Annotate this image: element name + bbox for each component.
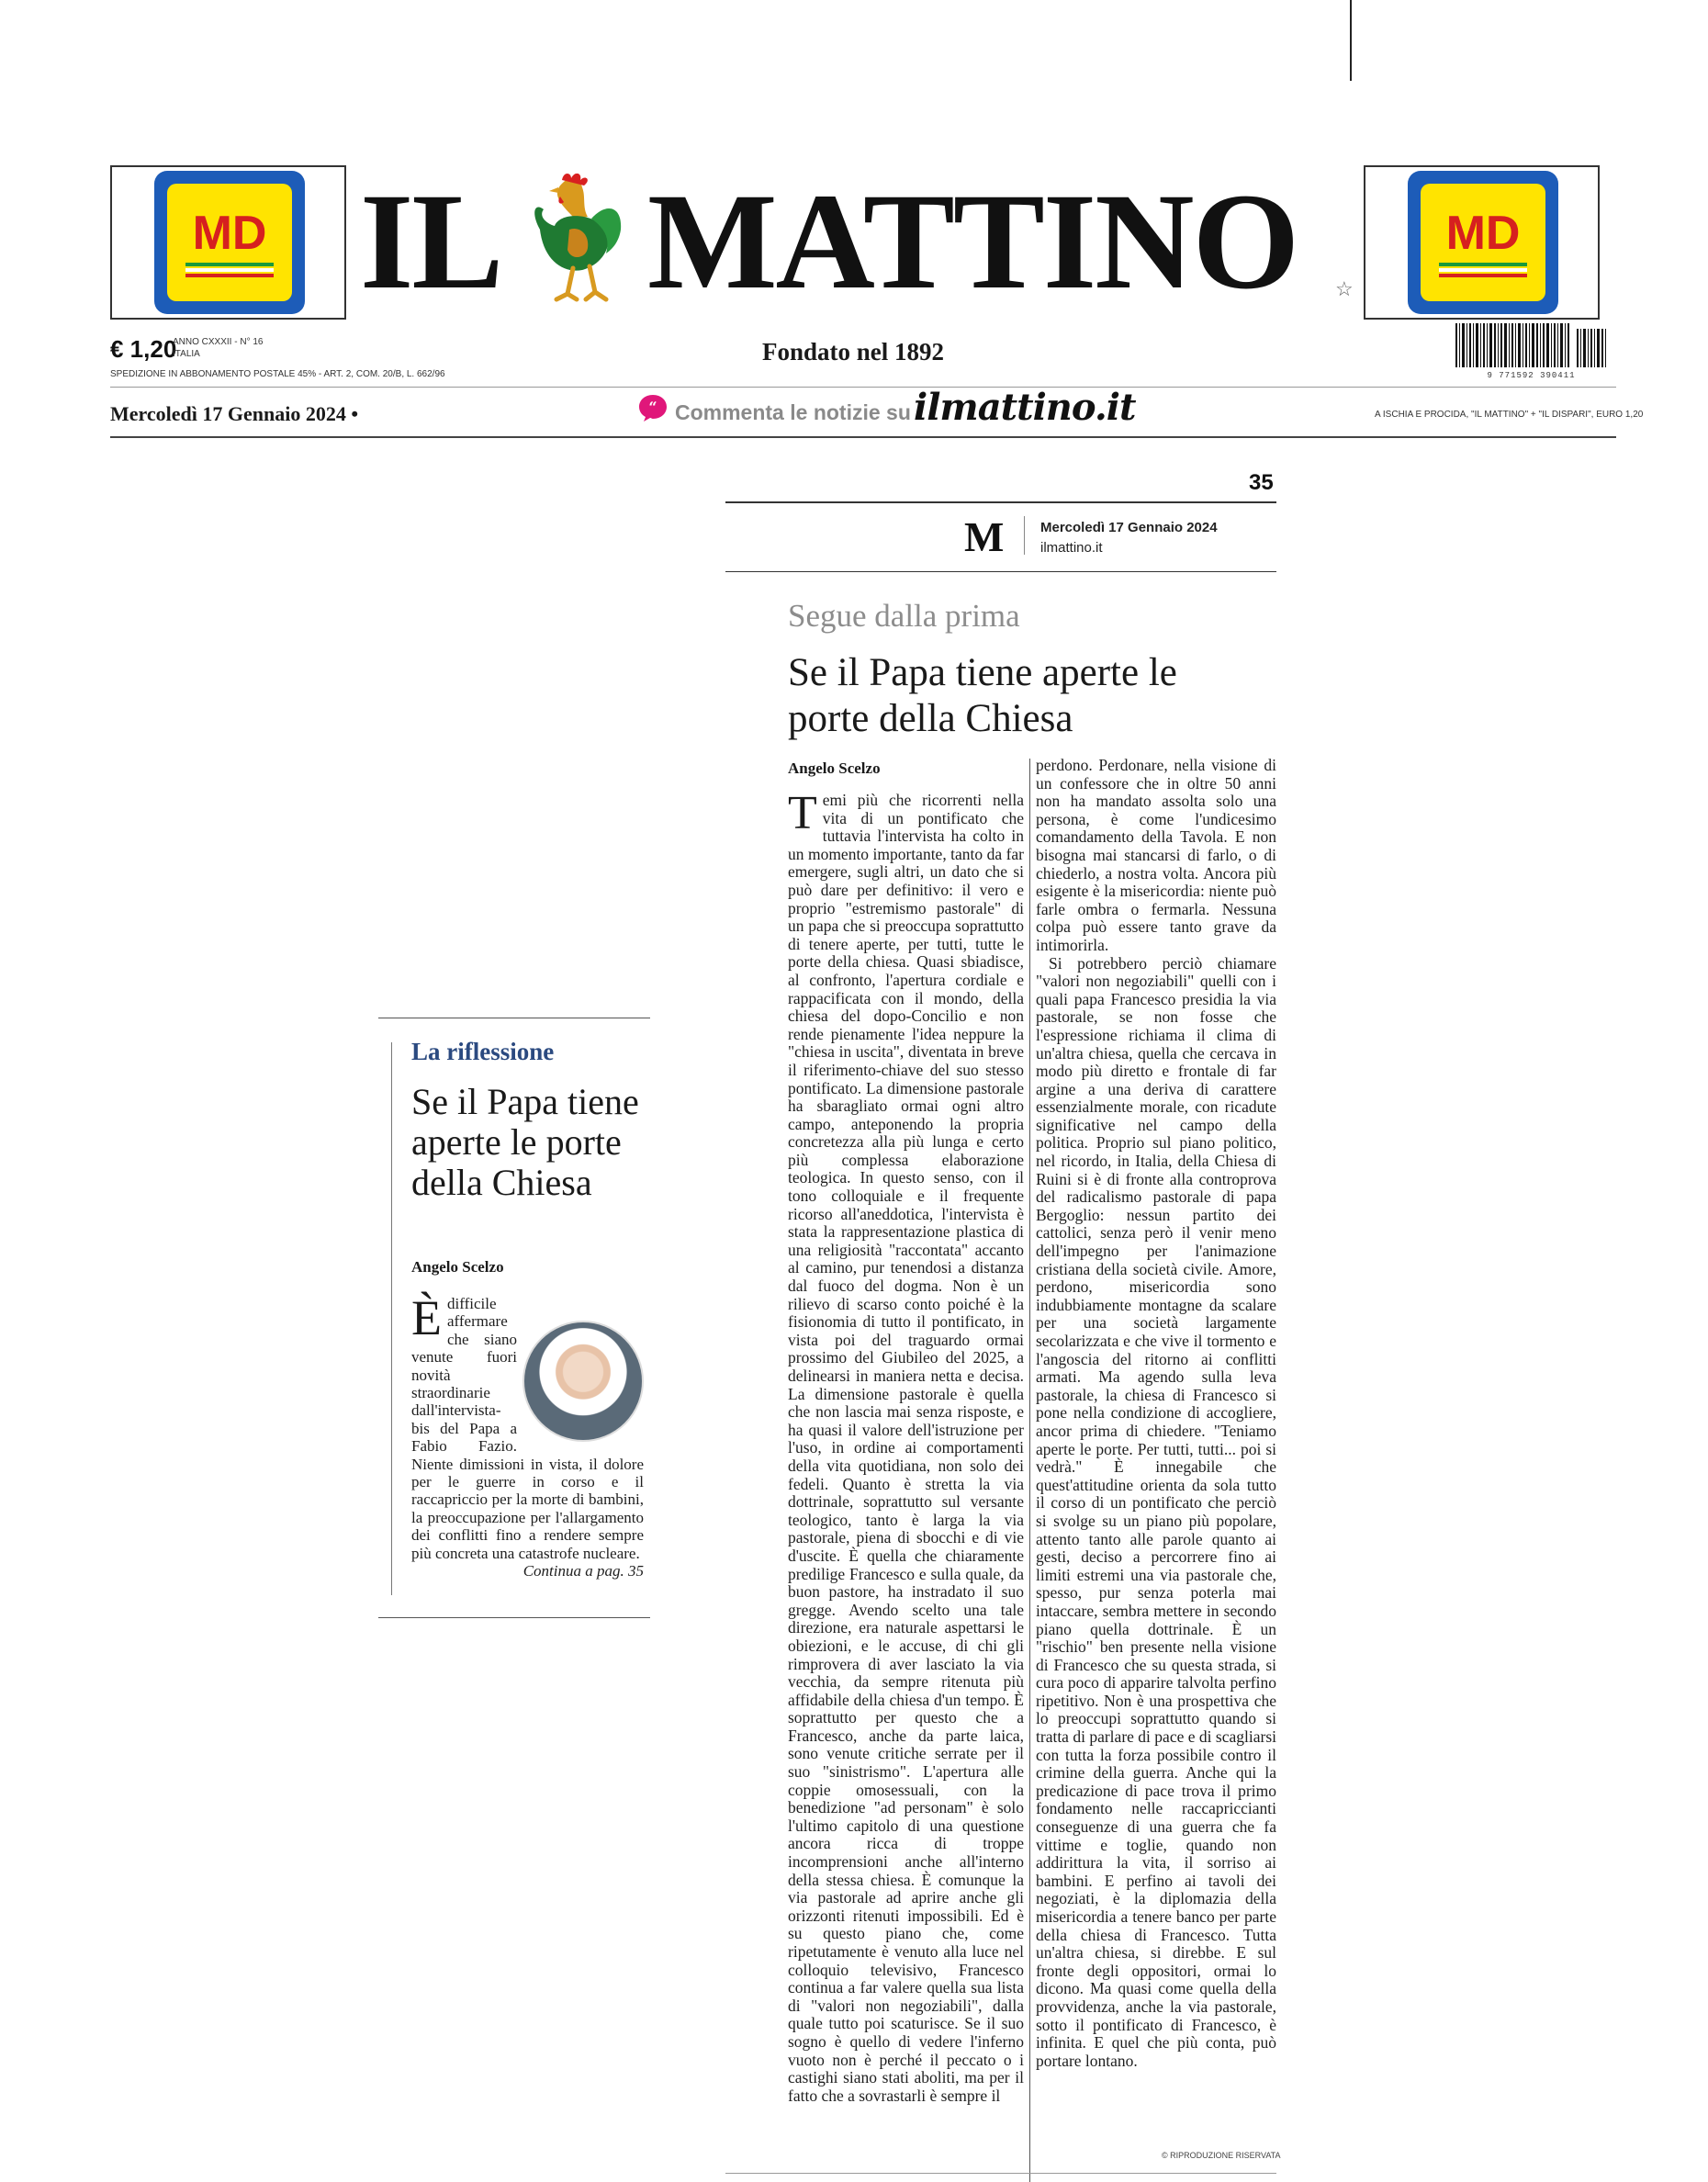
column-divider xyxy=(1029,759,1030,2182)
sidebar-text xyxy=(411,1290,644,1580)
divider xyxy=(725,571,1276,572)
continue-link[interactable]: Continua a pag. 35 xyxy=(523,1562,644,1580)
article-headline: Se il Papa tiene aperte le porte della Chiesa xyxy=(788,651,1177,740)
barcode-number: 9 771592 390411 xyxy=(1487,371,1576,380)
site-link[interactable]: ilmattino.it xyxy=(914,386,1136,429)
comment-prompt[interactable]: Commenta le notizie su xyxy=(675,400,911,424)
regional-price-note: A ISCHIA E PROCIDA, "IL MATTINO" + "IL DISPARI", EURO 1,20 xyxy=(1375,410,1644,420)
barcode-icon xyxy=(1455,323,1607,375)
divider xyxy=(725,2173,1276,2174)
comment-bubble-icon[interactable] xyxy=(637,393,669,422)
crop-mark xyxy=(1350,0,1352,81)
ad-box-left[interactable] xyxy=(110,165,346,320)
md-logo xyxy=(1408,171,1558,314)
copyright-note: © RIPRODUZIONE RISERVATA xyxy=(1162,2151,1281,2160)
article-text: emi più che ricorrenti nella vita di un pontificato che tuttavia l'intervista ha colto in un momento importante, tanto da far emergere, sugli altri, un dato che si può dare per definitivo: il vero e proprio "estremismo pastorale" di un papa che si preoccupa soprattutto di tenere aperte, per tutti, tutte le porte della chiesa. Quasi sbiadisce, al confronto, l'apertura cordiale e rappacificata con il mondo, della chiesa del dopo-Concilio e non rende pienamente l'idea neppure la "chiesa in uscita", diventata in breve il riferimento-chiave del suo stesso pontificato. La dimensione pastorale ha sbaragliato ormai ogni altro campo, anteponendo la propria concretezza alla più lunga e certo più complessa elaborazione teologica. In questo senso, con il tono colloquiale e il frequente ricorso all'aneddotica, l'intervista è stata la rappresentazione plastica di una religiosità "raccontata" accanto al camino, pur tenendosi a distanza dal fuoco del dogma. Non è un rilievo di scarso conto poiché è la fisionomia di tutto il pontificato, in vista poi del traguardo ormai prossimo del Giubileo del 2025, a delinearsi in maniera netta e decisa. La dimensione pastorale è quella che non lascia mai senza risposte, e ha quasi il valore dell'istruzione per l'uso, in ordine ai comportamenti della vita quotidiana, non solo dei fedeli. Quanto è stretta la via dottrinale, soprattutto sul versante teologico, tanto è larga la via pastorale, piena di sbocchi e di vie d'uscite. È quella che chiaramente predilige Francesco e sulla quale, da buon pastore, ha instradato il suo gregge. Avendo scelto una tale direzione, era naturale aspettarsi le obiezioni, e le accuse, di chi gli rimprovera di aver lasciato la via vecchia, da sempre ritenuta più affidabile della chiesa d'un tempo. È soprattutto per questo che a Francesco, anche da parte laica, sono venute critiche serrate per il suo "sinistrismo". L'apertura alle coppie omosessuali, con la benedizione "ad personam" è solo l'ultimo capitolo di una questione ancora ricca di troppe incomprensioni anche all'interno della stessa chiesa. È comunque la via pastorale ad aprire anche gli orizzonti ritenuti impossibili. Ed è su questo piano che, come ripetutamente è venuto alla luce nel colloquio televisivo, Francesco continua a far valere quella sua lista di "valori non negoziabili", dalla quale tutto poi scaturisce. Se il suo sogno è quello di vedere l'inferno vuoto non è perché il peccato o i castighi siano stati aboliti, ma per il fatto che a sovrastarli è sempre il xyxy=(788,792,1024,2105)
md-logo-text: MD xyxy=(1445,207,1521,260)
rooster-logo-icon xyxy=(503,165,650,312)
issue-country: ITALIA xyxy=(173,349,200,359)
divider xyxy=(725,501,1276,503)
issue-date: Mercoledì 17 Gennaio 2024 • xyxy=(110,402,359,425)
divider xyxy=(378,1617,650,1618)
pope-photo xyxy=(523,1321,644,1442)
article-paragraph: perdono. Perdonare, nella visione di un confessore che in oltre 50 anni non ha mandato assolta solo una persona, è come l'undicesimo comandamento della Tavola. E non bisogna mai stancarsi di farlo, o di chiederlo, a nostra volta. Ancora più esigente è la misericordia: niente può farle ombra o fermarla. Nessuna colpa può essere tanto grave da intimorirla. xyxy=(1036,757,1276,954)
drop-cap: T xyxy=(788,792,817,839)
sidebar-kicker: La riflessione xyxy=(411,1038,555,1065)
ad-box-right[interactable] xyxy=(1364,165,1600,320)
article-paragraph: Si potrebbero perciò chiamare "valori non negoziabili" quelli con i quali papa Francesco presidia la via pastorale, se non fosse che l'espressione richiama il clima di un'altra chiesa, quella che cercava in modo più diretto e frontale di far argine a una deriva di carattere essenzialmente morale, con ricadute significative nel campo della politica. Proprio sul piano politico, nel ricordo, in Italia, della Chiesa di Ruini si è di fronte alla controprova del radicalismo pastorale di papa Bergoglio: nessun partito dei cattolici, senza però il venir meno dell'impegno per l'animazione cristiana della società civile. Amore, perdono, misericordia sono indubbiamente montagne da scalare per una società largamente secolarizzata e che vive il tormento e l'angoscia del ritorno ai conflitti armati. Ma agendo sulla leva pastorale, la chiesa di Francesco si pone nella condizione di accogliere, ancor prima di chiedere. "Teniamo aperte le porte. Per tutti, tutti... poi si vedrà." È innegabile che quest'attitudine orienta da sola tutto il corso di un pontificato che perciò si svolge su un piano più popolare, attento tanto alle parole quanto ai gesti, deciso a percorrere fino ai limiti estremi una via pastorale che, spesso, pur senza poterla mai intaccare, sembra mettere in secondo piano quella dottrinale. È un "rischio" ben presente nella visione di Francesco che su questa strada, si cura poco di apparire talvolta perfino ripetitivo. Non è una prospettiva che lo preoccupi soprattutto quando si tratta di parlare di pace e di scagliarsi con tutta la forza possibile contro il crimine della guerra. Anche qui la predicazione di pace trova il primo fondamento nelle raccapriccianti conseguenze di una guerra che fa vittime e toglie, quando non addirittura la vita, il sorriso ai bambini. E perfino ai tavoli dei negoziati, è la diplomazia della misericordia a tenere banco per parte della chiesa di Francesco. Tutta un'altra chiesa, si direbbe. E sul fronte degli oppositori, ormai lo dicono. Ma quasi come quella della provvidenza, anche la via pastorale, sotto il pontificato di Francesco, è infinita. E quel che più conta, può portare lontano. xyxy=(1036,953,1276,2070)
page-number: 35 xyxy=(1249,470,1274,495)
issue-number: ANNO CXXXII - N° 16 xyxy=(173,337,264,347)
founded-line: Fondato nel 1892 xyxy=(762,338,945,366)
sidebar-headline[interactable]: Se il Papa tiene aperte le porte della Chiesa xyxy=(411,1081,639,1203)
article-column-2 xyxy=(1036,757,1276,2134)
m-logo-icon: M xyxy=(964,513,1005,560)
md-logo-text: MD xyxy=(192,207,267,260)
star-icon: ☆ xyxy=(1335,277,1354,300)
sidebar-byline: Angelo Scelzo xyxy=(411,1258,504,1276)
divider xyxy=(391,1042,392,1595)
divider xyxy=(110,436,1616,438)
divider xyxy=(1024,516,1025,555)
article-column-1 xyxy=(788,792,1024,2151)
postal-notice: SPEDIZIONE IN ABBONAMENTO POSTALE 45% - ART. 2, COM. 20/B, L. 662/96 xyxy=(110,369,445,379)
masthead-title-mattino: MATTINO xyxy=(647,165,1298,318)
md-logo xyxy=(154,171,305,314)
price: € 1,20 xyxy=(110,335,177,363)
page-date: Mercoledì 17 Gennaio 2024 xyxy=(1040,520,1218,535)
page-url[interactable]: ilmattino.it xyxy=(1040,540,1103,556)
masthead-title-il: IL xyxy=(360,165,502,318)
article-kicker: Segue dalla prima xyxy=(788,598,1020,634)
svg-text:“: “ xyxy=(648,399,657,416)
sidebar-body: difficile affermare che siano venute fuori novità straordinarie dall'intervista-bis del Papa a Fabio Fazio. Niente dimissioni in vista, il dolore per le guerre in corso e il raccapriccio per la morte di bambini, la preoccupazione per l'allargamento dei conflitti fino a rendere sempre più concreta una catastrofe nucleare. xyxy=(411,1295,644,1562)
issue-info xyxy=(173,336,263,360)
drop-cap: È xyxy=(411,1290,442,1345)
divider xyxy=(110,387,1616,388)
article-byline: Angelo Scelzo xyxy=(788,759,881,777)
